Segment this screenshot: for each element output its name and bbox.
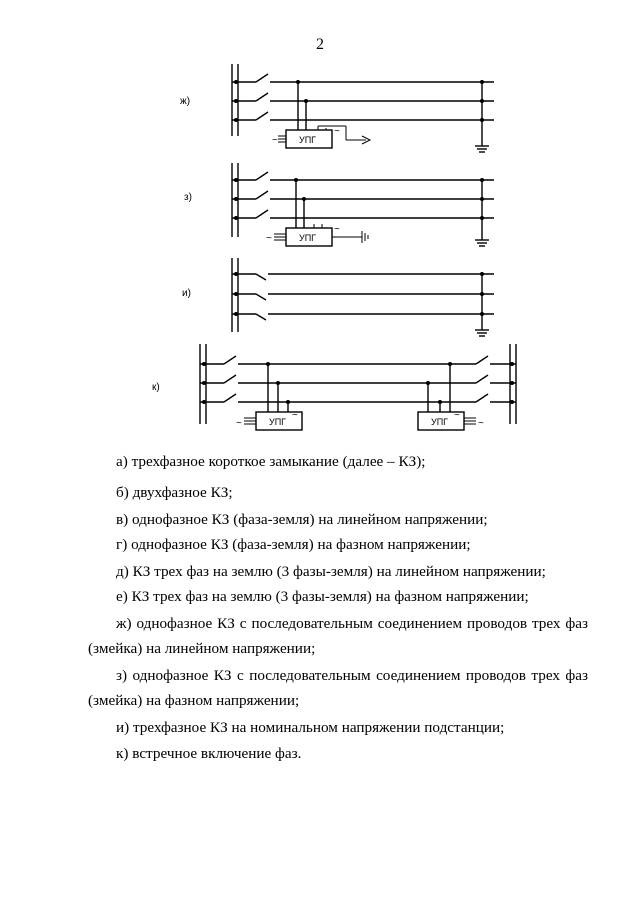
diagram-i-label: и) [182,288,191,299]
upg-label-zh: УПГ [299,135,317,145]
diagram-z-label: з) [184,192,192,203]
circuit-diagrams [0,0,640,440]
diagram-z [184,163,494,246]
diagram-k [152,344,516,430]
page-number: 2 [316,36,324,53]
item-v: в) однофазное КЗ (фаза-земля) на линейном напряжении; [116,511,488,528]
upg-label-k-right: УПГ [431,417,449,427]
item-zh-line1: ж) однофазное КЗ с последовательным соединением проводов трех фаз [116,615,588,632]
svg-text:~: ~ [272,135,278,146]
item-i: и) трехфазное КЗ на номинальном напряжении подстанции; [116,719,505,736]
item-e: е) КЗ трех фаз на землю (3 фазы-земля) на фазном напряжении; [116,588,529,605]
svg-text:~: ~ [334,126,340,137]
diagram-k-label: к) [152,382,160,393]
item-g: г) однофазное КЗ (фаза-земля) на фазном напряжении; [116,536,471,553]
svg-text:~: ~ [292,410,298,421]
diagram-zh [180,64,494,152]
item-z-line2: (змейка) на фазном напряжении; [88,692,300,709]
svg-text:~: ~ [478,418,484,429]
svg-text:~: ~ [236,418,242,429]
diagram-zh-label: ж) [180,96,191,107]
diagram-i [182,258,494,336]
item-zh-line2: (змейка) на линейном напряжении; [88,640,316,657]
item-k: к) встречное включение фаз. [116,745,302,762]
svg-text:~: ~ [266,233,272,244]
svg-text:~: ~ [334,224,340,235]
svg-text:~: ~ [454,410,460,421]
item-z-line1: з) однофазное КЗ с последовательным соединением проводов трех фаз [116,667,588,684]
upg-label-z: УПГ [299,233,317,243]
item-a: а) трехфазное короткое замыкание (далее – КЗ); [116,453,426,470]
item-d: д) КЗ трех фаз на землю (3 фазы-земля) на линейном напряжении; [116,563,546,580]
upg-label-k-left: УПГ [269,417,287,427]
item-b: б) двухфазное КЗ; [116,484,233,501]
